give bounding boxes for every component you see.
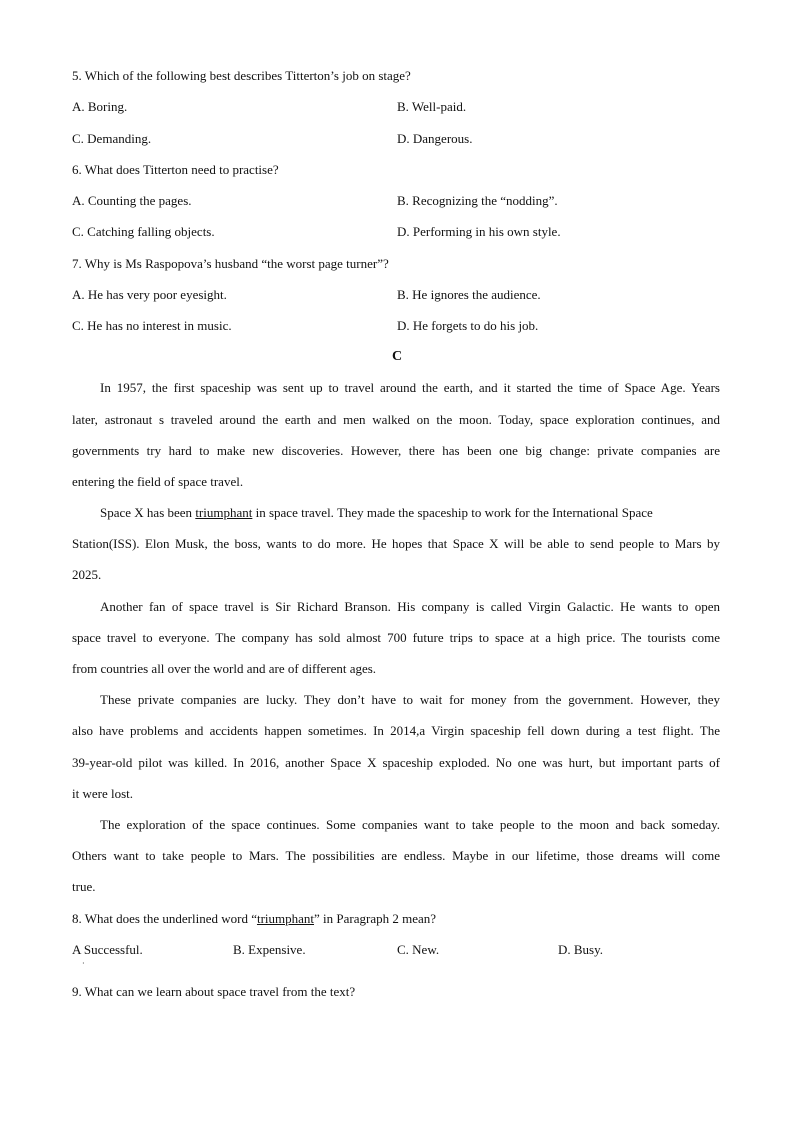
question-7-option-c: C. He has no interest in music. — [72, 318, 232, 333]
question-7-option-b: B. He ignores the audience. — [397, 287, 541, 302]
question-6-option-b: B. Recognizing the “nodding”. — [397, 193, 558, 208]
question-8-option-a: A Successful. — [72, 942, 143, 957]
paragraph-2-text: in space travel. They made the spaceship to work for the International Space — [252, 505, 653, 520]
paragraph-5-line: Others want to take people to Mars. The possibilities are endless. Maybe in our lifetime, those dreams will come — [72, 848, 720, 863]
question-8-option-c: C. New. — [397, 942, 440, 957]
question-8-stem — [72, 911, 436, 927]
question-6-option-d: D. Performing in his own style. — [397, 224, 561, 239]
paragraph-1-line: governments try hard to make new discoveries. However, there has been one big change: private companies are — [72, 443, 720, 458]
paragraph-4-line: also have problems and accidents happen sometimes. In 2014,a Virgin spaceship fell down during a test flight. The — [72, 723, 720, 738]
question-8-text: ” in Paragraph 2 mean? — [314, 911, 437, 926]
question-6-option-a: A. Counting the pages. — [72, 193, 192, 208]
question-5-option-c: C. Demanding. — [72, 131, 152, 146]
underlined-word: triumphant — [256, 911, 315, 926]
question-6-stem: 6. What does Titterton need to practise? — [72, 162, 279, 177]
paragraph-4-line: 39-year-old pilot was killed. In 2016, another Space X spaceship exploded. No one was hurt, but important parts of — [72, 755, 720, 770]
question-8-option-d: D. Busy. — [558, 942, 604, 957]
stray-mark: · — [82, 959, 85, 968]
paragraph-1-line: In 1957, the first spaceship was sent up to travel around the earth, and it started the time of Space Age. Years — [100, 380, 720, 395]
paragraph-1-line: entering the field of space travel. — [72, 474, 244, 489]
paragraph-2-line — [100, 505, 720, 521]
paragraph-1-line: later, astronaut s traveled around the earth and men walked on the moon. Today, space exploration continues, and — [72, 412, 720, 427]
question-5-option-a: A. Boring. — [72, 99, 128, 114]
paragraph-3-line: from countries all over the world and are of different ages. — [72, 661, 377, 676]
paragraph-3-line: space travel to everyone. The company has sold almost 700 future trips to space at a high price. The tourists come — [72, 630, 720, 645]
paragraph-5-line: The exploration of the space continues. Some companies want to take people to the moon and back someday. — [100, 817, 720, 832]
question-5-option-b: B. Well-paid. — [397, 99, 467, 114]
question-8-text: 8. What does the underlined word “ — [72, 911, 257, 926]
paragraph-3-line: Another fan of space travel is Sir Richard Branson. His company is called Virgin Galactic. He wants to open — [100, 599, 720, 614]
underlined-word: triumphant — [195, 505, 253, 520]
paragraph-2-text: Space X has been — [100, 505, 196, 520]
question-6-option-c: C. Catching falling objects. — [72, 224, 215, 239]
paragraph-2-line: Station(ISS). Elon Musk, the boss, wants to do more. He hopes that Space X will be able to send people to Mars by — [72, 536, 720, 551]
paragraph-5-line: true. — [72, 879, 96, 894]
question-5-stem: 5. Which of the following best describes Titterton’s job on stage? — [72, 68, 411, 83]
paragraph-2-line: 2025. — [72, 567, 102, 582]
question-7-option-d: D. He forgets to do his job. — [397, 318, 539, 333]
question-7-option-a: A. He has very poor eyesight. — [72, 287, 227, 302]
question-5-option-d: D. Dangerous. — [397, 131, 473, 146]
question-9-stem: 9. What can we learn about space travel from the text? — [72, 984, 356, 999]
paragraph-4-line: it were lost. — [72, 786, 134, 801]
paragraph-4-line: These private companies are lucky. They don’t have to wait for money from the government. However, they — [100, 692, 720, 707]
question-8-option-b: B. Expensive. — [233, 942, 306, 957]
question-7-stem: 7. Why is Ms Raspopova’s husband “the worst page turner”? — [72, 256, 389, 271]
section-heading: C — [391, 349, 403, 364]
